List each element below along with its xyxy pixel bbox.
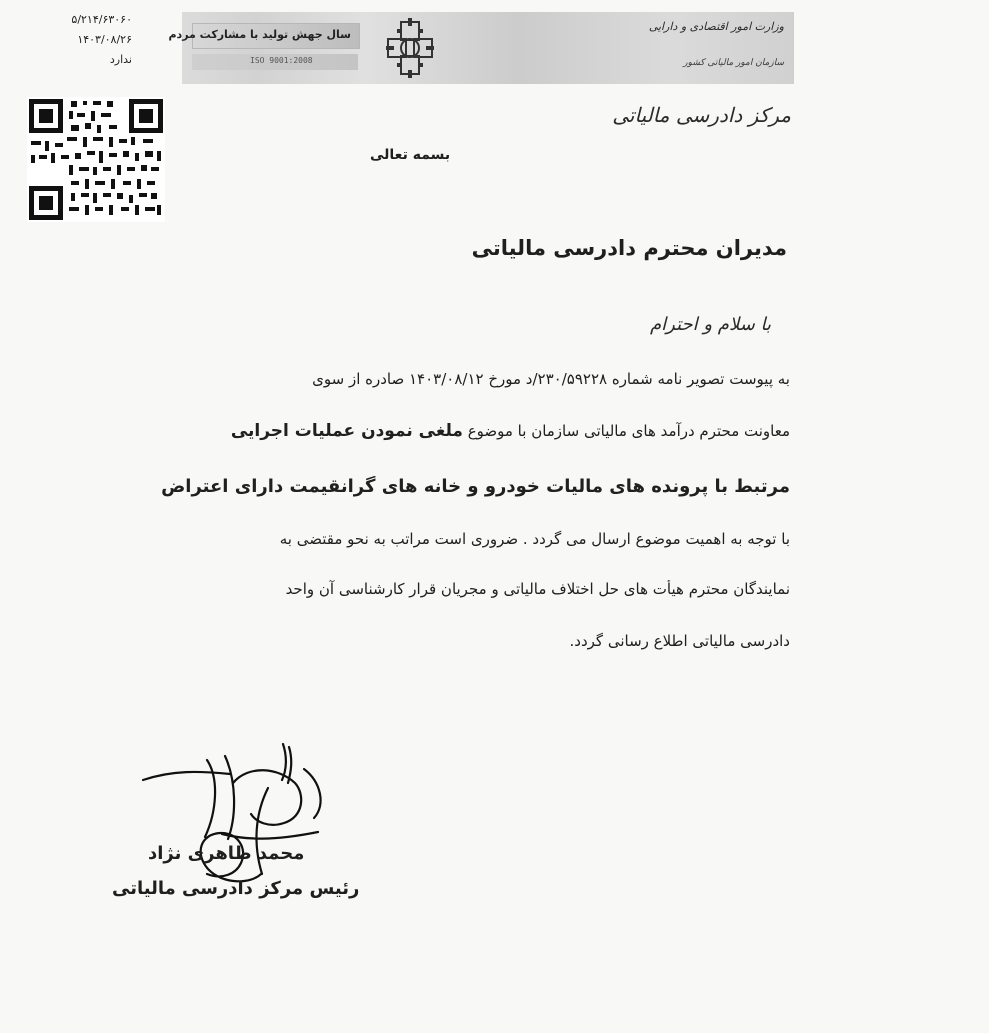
basmala: بسمه تعالی xyxy=(370,147,451,163)
body-line-2-bold: ملغی نمودن عملیات اجرایی xyxy=(230,421,463,441)
body-line-6: دادرسی مالیاتی اطلاع رسانی گردد. xyxy=(569,632,790,650)
body-line-2 xyxy=(70,421,790,441)
letterhead-strip xyxy=(168,12,794,84)
qr-code-icon xyxy=(27,97,165,222)
body-line-5: نمایندگان محترم هیأت های حل اختلاف مالیاتی و مجریان قرار کارشناسی آن واحد xyxy=(285,580,790,598)
body-line-4: با توجه به اهمیت موضوع ارسال می گردد . ضروری است مراتب به نحو مقتضی به xyxy=(279,530,790,548)
document-number: ۵/۲۱۴/۶۳۰۶۰ xyxy=(71,13,132,26)
center-title: مرکز دادرسی مالیاتی xyxy=(612,103,791,127)
body-line-1: به پیوست تصویر نامه شماره ۲۳۰/۵۹۲۲۸/د مورخ ۱۴۰۳/۰۸/۱۲ صادره از سوی xyxy=(312,370,790,388)
body-line-2-plain: معاونت محترم درآمد های مالیاتی سازمان با موضوع xyxy=(462,422,790,440)
recipient-line: مدیران محترم دادرسی مالیاتی xyxy=(471,236,787,260)
iso-code: ISO 9001:2008 xyxy=(250,56,313,65)
iso-banner xyxy=(192,54,358,70)
organization-emblem-icon xyxy=(384,16,436,80)
salutation: با سلام و احترام xyxy=(650,314,771,335)
slogan-banner xyxy=(168,23,360,49)
document-date: ۱۴۰۳/۰۸/۲۶ xyxy=(77,32,132,46)
ministry-name: وزارت امور اقتصادی و دارایی xyxy=(648,20,784,33)
slogan-text: سال جهش تولید با مشارکت مردم xyxy=(168,28,351,41)
body-line-3: مرتبط با پرونده های مالیات خودرو و خانه های گرانقیمت دارای اعتراض xyxy=(161,476,790,497)
signature-icon xyxy=(133,736,353,896)
document-metadata xyxy=(12,10,132,69)
attachment-status: ندارد xyxy=(109,52,132,66)
organization-name: سازمان امور مالیاتی کشور xyxy=(683,58,784,68)
signer-name: محمد طاهری نژاد xyxy=(148,843,305,864)
signer-title: رئیس مرکز دادرسی مالیاتی xyxy=(112,878,360,899)
